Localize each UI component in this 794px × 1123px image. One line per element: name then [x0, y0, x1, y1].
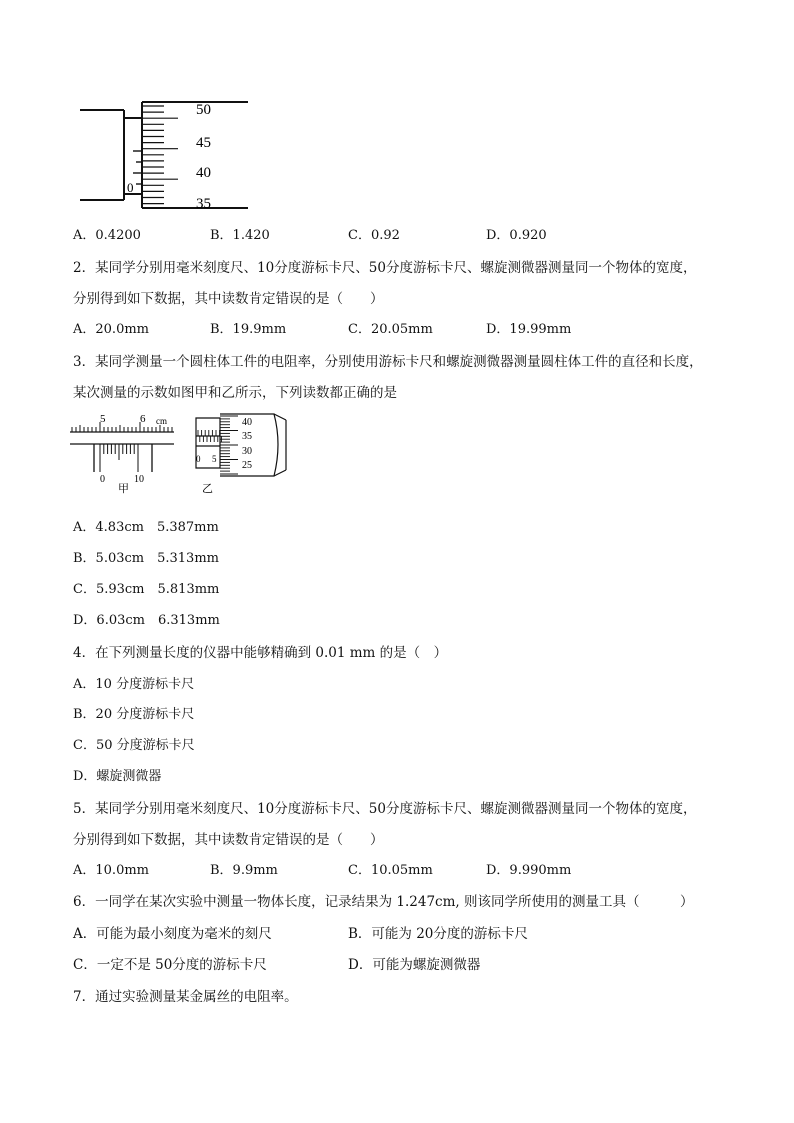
q5-option-a[interactable]: A．10.0mm [73, 863, 149, 878]
q4-option-d[interactable]: D．螺旋测微器 [73, 769, 162, 784]
fig1-label-45: 45 [196, 135, 211, 151]
vernier-caliper-figure-jia [70, 410, 180, 496]
yi-label-30: 30 [242, 446, 252, 457]
q4-option-b[interactable]: B．20 分度游标卡尺 [73, 707, 195, 722]
q7-stem-line1: 7．通过实验测量某金属丝的电阻率。 [73, 989, 298, 1005]
yi-label-40: 40 [242, 417, 252, 428]
q2-option-d[interactable]: D．19.99mm [486, 322, 572, 337]
q6-option-b[interactable]: B．可能为 20分度的游标卡尺 [348, 926, 528, 942]
yi-caption: 乙 [202, 483, 213, 495]
jia-main-label-6: 6 [140, 413, 146, 425]
q4-option-c[interactable]: C．50 分度游标卡尺 [73, 738, 195, 753]
q2-option-c[interactable]: C．20.05mm [348, 322, 433, 337]
micrometer-figure-1 [80, 96, 250, 214]
q1-option-c[interactable]: C．0.92 [348, 228, 400, 243]
q6-option-d[interactable]: D．可能为螺旋测微器 [348, 957, 481, 973]
yi-label-25: 25 [242, 460, 252, 471]
q5-option-c[interactable]: C．10.05mm [348, 863, 433, 878]
fig1-sleeve-zero: 0 [127, 180, 134, 195]
jia-main-label-5: 5 [100, 413, 106, 425]
q3-option-a[interactable]: A．4.83cm 5.387mm [73, 520, 219, 535]
q2-stem-line1: 2．某同学分别用毫米刻度尺、10分度游标卡尺、50分度游标卡尺、螺旋测微器测量同一个物体的宽度， [73, 260, 697, 276]
q6-option-c[interactable]: C．一定不是 50分度的游标卡尺 [73, 957, 267, 973]
yi-sleeve-label-5: 5 [212, 454, 217, 464]
q2-stem-line2: 分别得到如下数据，其中读数肯定错误的是（ ） [73, 291, 384, 307]
micrometer-figure-yi [190, 410, 290, 498]
q5-stem-line1: 5．某同学分别用毫米刻度尺、10分度游标卡尺、50分度游标卡尺、螺旋测微器测量同一个物体的宽度， [73, 801, 697, 817]
q2-option-b[interactable]: B．19.9mm [210, 322, 287, 337]
q3-option-b[interactable]: B．5.03cm 5.313mm [73, 551, 219, 566]
fig1-label-50: 50 [196, 102, 211, 118]
q5-stem-line2: 分别得到如下数据，其中读数肯定错误的是（ ） [73, 832, 384, 848]
jia-caption: 甲 [118, 483, 129, 495]
q1-option-b[interactable]: B．1.420 [210, 228, 270, 243]
fig1-label-40: 40 [196, 165, 211, 181]
q2-option-a[interactable]: A．20.0mm [73, 322, 149, 337]
q1-option-d[interactable]: D．0.920 [486, 228, 547, 243]
q6-option-a[interactable]: A．可能为最小刻度为毫米的刻尺 [73, 926, 272, 942]
jia-vernier-label-0: 0 [100, 474, 105, 485]
q1-option-a[interactable]: A．0.4200 [73, 228, 141, 243]
q4-stem-line1: 4．在下列测量长度的仪器中能够精确到 0.01 mm 的是（ ） [73, 645, 448, 661]
yi-sleeve-label-0: 0 [196, 454, 201, 464]
jia-vernier-label-10: 10 [134, 474, 144, 485]
fig1-label-35: 35 [196, 196, 211, 212]
q6-stem-line1: 6．一同学在某次实验中测量一物体长度，记录结果为 1.247cm, 则该同学所使用的测量工具（ ） [73, 894, 694, 910]
q5-option-d[interactable]: D．9.990mm [486, 863, 572, 878]
jia-main-label-cm: cm [156, 416, 167, 426]
yi-label-35: 35 [242, 431, 252, 442]
q4-option-a[interactable]: A．10 分度游标卡尺 [73, 677, 195, 692]
q3-stem-line1: 3．某同学测量一个圆柱体工件的电阻率，分别使用游标卡尺和螺旋测微器测量圆柱体工件的直径和长度， [73, 354, 703, 370]
q5-option-b[interactable]: B．9.9mm [210, 863, 278, 878]
q3-option-c[interactable]: C．5.93cm 5.813mm [73, 582, 220, 597]
q3-option-d[interactable]: D．6.03cm 6.313mm [73, 613, 220, 628]
q3-stem-line2: 某次测量的示数如图甲和乙所示，下列读数都正确的是 [73, 385, 397, 401]
